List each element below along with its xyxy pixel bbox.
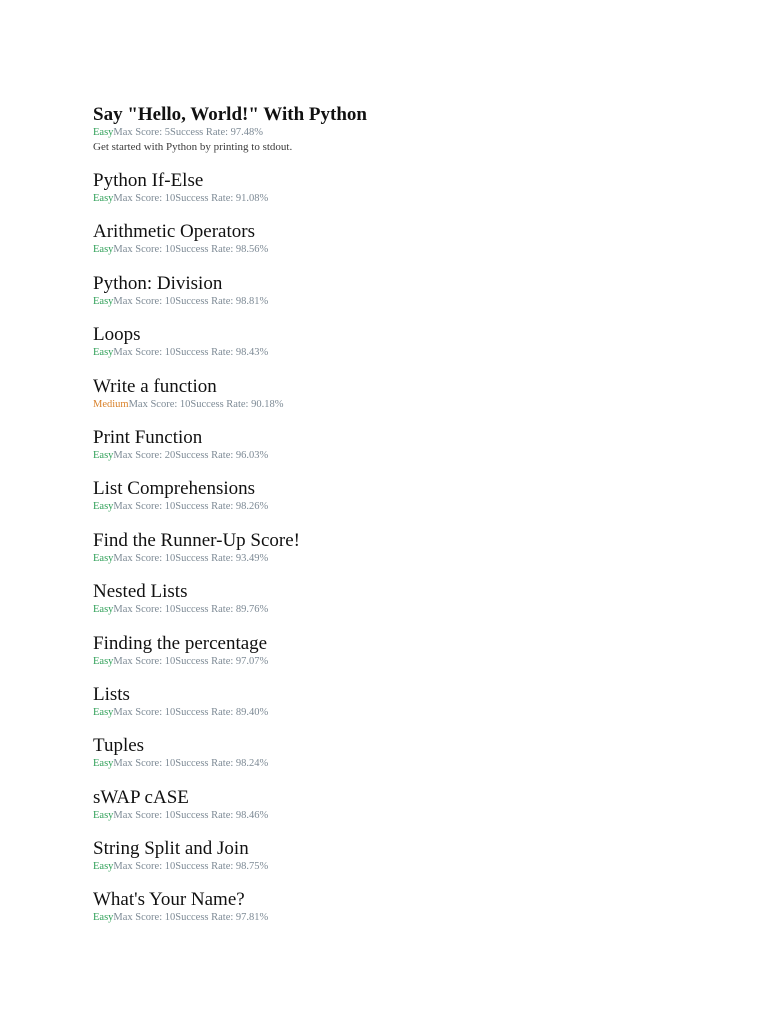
success-rate: Success Rate: 98.81% <box>175 295 269 307</box>
max-score: Max Score: 10 <box>113 655 176 667</box>
challenge-meta <box>93 296 733 308</box>
challenge-item <box>93 221 733 272</box>
challenge-item <box>93 633 733 684</box>
difficulty-label: Easy <box>93 127 114 138</box>
difficulty-label: Easy <box>93 501 114 513</box>
challenge-meta <box>93 758 733 770</box>
challenge-title-link[interactable]: Print Function <box>93 426 203 448</box>
max-score: Max Score: 10 <box>113 706 176 718</box>
success-rate: Success Rate: 89.40% <box>175 706 269 718</box>
challenge-item <box>93 324 733 375</box>
challenge-item <box>93 735 733 786</box>
challenge-title-link[interactable]: Lists <box>93 683 130 705</box>
challenge-meta <box>93 604 733 616</box>
challenge-title-link[interactable]: Say "Hello, World!" With Python <box>93 104 367 125</box>
challenge-title-link[interactable]: What's Your Name? <box>93 889 245 911</box>
max-score: Max Score: 10 <box>113 912 176 924</box>
difficulty-label: Medium <box>93 398 129 410</box>
difficulty-label: Easy <box>93 295 114 307</box>
challenge-meta <box>93 707 733 719</box>
challenge-meta <box>93 501 733 513</box>
challenge-item <box>93 530 733 581</box>
difficulty-label: Easy <box>93 193 114 204</box>
success-rate: Success Rate: 98.46% <box>175 809 269 821</box>
challenge-item <box>93 273 733 324</box>
max-score: Max Score: 10 <box>113 347 176 359</box>
challenge-meta <box>93 450 733 462</box>
challenge-meta <box>93 347 733 359</box>
max-score: Max Score: 10 <box>113 501 176 513</box>
success-rate: Success Rate: 93.49% <box>175 552 269 564</box>
challenge-item <box>93 478 733 529</box>
success-rate: Success Rate: 98.26% <box>175 501 269 513</box>
challenge-title-link[interactable]: Finding the percentage <box>93 632 268 654</box>
success-rate: Success Rate: 97.81% <box>175 912 269 924</box>
success-rate: Success Rate: 90.18% <box>190 398 284 410</box>
max-score: Max Score: 10 <box>113 244 176 256</box>
difficulty-label: Easy <box>93 706 114 718</box>
challenge-title-link[interactable]: Nested Lists <box>93 581 188 603</box>
max-score: Max Score: 10 <box>113 604 176 616</box>
difficulty-label: Easy <box>93 449 114 461</box>
max-score: Max Score: 10 <box>113 809 176 821</box>
challenge-item <box>93 170 733 221</box>
success-rate: Success Rate: 98.24% <box>175 758 269 770</box>
challenge-meta <box>93 193 733 205</box>
challenge-item <box>93 104 733 170</box>
success-rate: Success Rate: 98.43% <box>175 347 269 359</box>
challenge-meta <box>93 127 733 139</box>
challenge-title-link[interactable]: Python: Division <box>93 272 223 294</box>
challenge-list <box>93 104 733 941</box>
difficulty-label: Easy <box>93 347 114 359</box>
challenge-meta <box>93 861 733 873</box>
max-score: Max Score: 10 <box>113 295 176 307</box>
challenge-title-link[interactable]: Write a function <box>93 375 217 397</box>
success-rate: Success Rate: 97.07% <box>175 655 269 667</box>
difficulty-label: Easy <box>93 552 114 564</box>
challenge-title-link[interactable]: Arithmetic Operators <box>93 221 255 243</box>
challenge-item <box>93 581 733 632</box>
challenge-item <box>93 376 733 427</box>
difficulty-label: Easy <box>93 861 114 873</box>
challenge-item <box>93 889 733 940</box>
success-rate: Success Rate: 91.08% <box>175 193 269 204</box>
success-rate: Success Rate: 98.75% <box>175 861 269 873</box>
max-score: Max Score: 10 <box>113 193 176 204</box>
challenge-title-link[interactable]: sWAP cASE <box>93 786 189 808</box>
difficulty-label: Easy <box>93 758 114 770</box>
challenge-title-link[interactable]: Find the Runner-Up Score! <box>93 529 300 551</box>
challenge-title-link[interactable]: List Comprehensions <box>93 478 256 500</box>
challenge-meta <box>93 399 733 411</box>
challenge-title-link[interactable]: Python If-Else <box>93 170 204 191</box>
success-rate: Success Rate: 89.76% <box>175 604 269 616</box>
challenge-meta <box>93 912 733 924</box>
max-score: Max Score: 20 <box>113 449 176 461</box>
challenge-title-link[interactable]: String Split and Join <box>93 838 249 860</box>
success-rate: Success Rate: 96.03% <box>175 449 269 461</box>
difficulty-label: Easy <box>93 604 114 616</box>
success-rate: Success Rate: 97.48% <box>170 127 264 138</box>
challenge-meta <box>93 244 733 256</box>
max-score: Max Score: 10 <box>128 398 191 410</box>
max-score: Max Score: 5 <box>113 127 170 138</box>
challenge-meta <box>93 810 733 822</box>
challenge-item <box>93 787 733 838</box>
challenge-title-link[interactable]: Tuples <box>93 735 145 757</box>
challenge-meta <box>93 656 733 668</box>
difficulty-label: Easy <box>93 809 114 821</box>
max-score: Max Score: 10 <box>113 758 176 770</box>
challenge-item <box>93 838 733 889</box>
max-score: Max Score: 10 <box>113 552 176 564</box>
difficulty-label: Easy <box>93 655 114 667</box>
difficulty-label: Easy <box>93 912 114 924</box>
difficulty-label: Easy <box>93 244 114 256</box>
challenge-meta <box>93 553 733 565</box>
challenge-item <box>93 427 733 478</box>
challenge-description: Get started with Python by printing to stdout. <box>93 141 293 153</box>
challenge-title-link[interactable]: Loops <box>93 324 141 346</box>
max-score: Max Score: 10 <box>113 861 176 873</box>
challenge-item <box>93 684 733 735</box>
success-rate: Success Rate: 98.56% <box>175 244 269 256</box>
